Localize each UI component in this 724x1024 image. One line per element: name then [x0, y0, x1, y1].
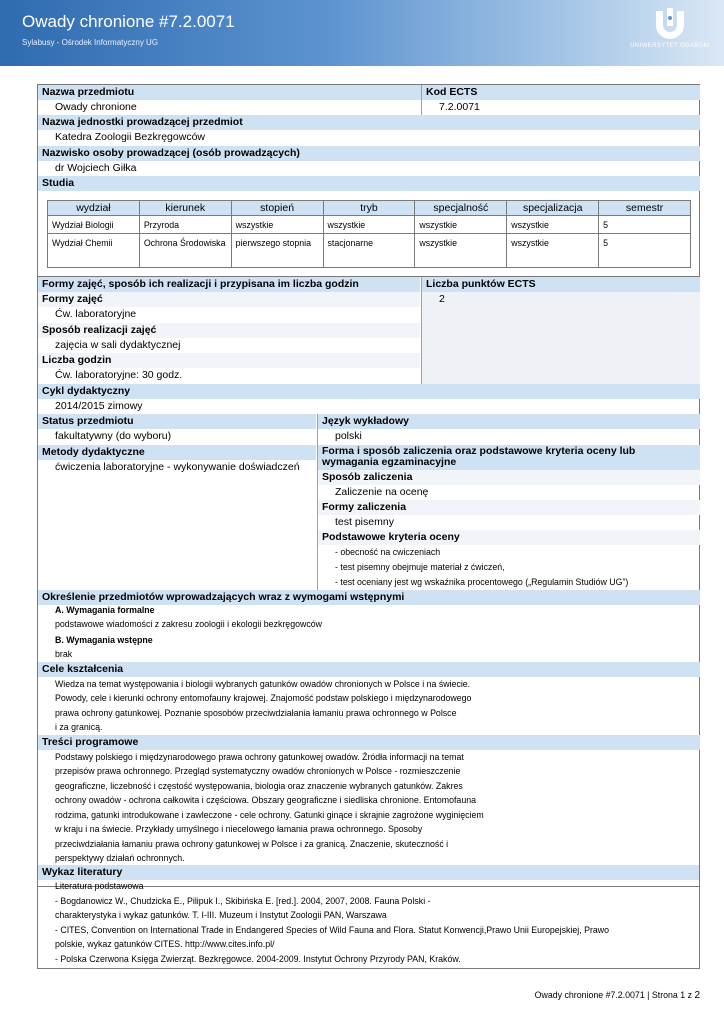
- realization-label: Sposób realizacji zajęć: [38, 323, 420, 338]
- cycle-value: 2014/2015 zimowy: [55, 400, 143, 412]
- table-cell: Ochrona Środowiska: [139, 234, 231, 268]
- table-cell: wszystkie: [415, 216, 507, 234]
- university-name: UNIWERSYTET GDAŃSKI: [630, 43, 710, 49]
- prerequisites-label: Określenie przedmiotów wprowadzających wraz z wymogami wstępnymi: [38, 590, 700, 605]
- formal-requirements-label: A. Wymagania formalne: [55, 605, 155, 615]
- objectives-line: prawa ochrony gatunkowej. Poznanie sposobów przeciwdziałania łamaniu prawa ochronnego w Polsce: [55, 708, 457, 718]
- objectives-line: Wiedza na temat występowania i biologii wybranych gatunków owadów chronionych w Polsce i na świecie.: [55, 679, 471, 689]
- table-cell: wszystkie: [415, 234, 507, 268]
- forms-value: Ćw. laboratoryjne: [55, 308, 137, 320]
- cycle-label: Cykl dydaktyczny: [38, 384, 700, 399]
- studies-col-header: kierunek: [139, 201, 231, 216]
- table-cell: Przyroda: [139, 216, 231, 234]
- content-line: przeciwdziałania łamaniu prawa ochrony gatunkowej w Polsce i za granicą. Znaczenie, skuteczność i: [55, 839, 449, 849]
- literature-line: - Polska Czerwona Księga Zwierząt. Bezkręgowce. 2004-2009. Instytut Ochrony Przyrody PAN, Kraków.: [55, 954, 461, 964]
- language-label: Język wykładowy: [318, 414, 700, 429]
- content-label: Treści programowe: [38, 735, 700, 750]
- unit-value: Katedra Zoologii Bezkręgowców: [55, 131, 205, 143]
- ects-code-value: 7.2.0071: [439, 101, 480, 113]
- table-row: [48, 234, 691, 268]
- studies-col-header: tryb: [323, 201, 415, 216]
- entry-requirements-value: brak: [55, 649, 73, 659]
- page-title: Owady chronione #7.2.0071: [22, 12, 235, 31]
- literature-line: Literatura podstawowa: [55, 881, 144, 891]
- literature-line: - Bogdanowicz W., Chudzicka E., Pilipuk I., Skibińska E. [red.]. 2004, 2007, 2008. Fauna Polski -: [55, 896, 431, 906]
- assessment-method-label: Sposób zaliczenia: [318, 470, 700, 485]
- objectives-line: i za granicą.: [55, 722, 103, 732]
- methods-label: Metody dydaktyczne: [38, 445, 316, 460]
- course-name-label: Nazwa przedmiotu: [38, 85, 421, 100]
- table-row: [48, 216, 691, 234]
- table-cell: wszystkie: [507, 216, 599, 234]
- content-line: geograficzne, liczebność i częstość występowania, biologia oraz znaczenie wybranych gatunków. Zakres: [55, 781, 463, 791]
- assessment-label-line: Forma i sposób zaliczenia oraz podstawowe kryteria oceny lub: [322, 445, 636, 457]
- entry-requirements-label: B. Wymagania wstępne: [55, 635, 153, 645]
- literature-label: Wykaz literatury: [38, 865, 699, 880]
- criteria-item: - test oceniany jest wg wskaźnika procentowego („Regulamin Studiów UG”): [335, 577, 629, 587]
- studies-col-header: semestr: [599, 201, 691, 216]
- literature-line: - CITES, Convention on International Trade in Endangered Species of Wild Fauna and Flora. Statut Konwencji,Prawo Unii Europejskiej, Prawo: [55, 925, 610, 935]
- studies-col-header: specjalność: [415, 201, 507, 216]
- ects-points-label: Liczba punktów ECTS: [422, 277, 700, 292]
- table-cell: wszystkie: [323, 216, 415, 234]
- methods-value: ćwiczenia laboratoryjne - wykonywanie doświadczeń: [55, 461, 300, 473]
- literature-line: polskie, wykaz gatunków CITES. http://www.cites.info.pl/: [55, 939, 275, 949]
- table-cell: 5: [599, 216, 691, 234]
- literature-box: [37, 864, 700, 969]
- ects-points-value: 2: [422, 292, 700, 384]
- page-footer: [535, 990, 700, 1001]
- table-cell: Wydział Chemii: [48, 234, 140, 268]
- hours-value: Ćw. laboratoryjne: 30 godz.: [55, 369, 183, 381]
- objectives-line: Powody, cele i kierunki ochrony entomofauny krajowej. Znajomość podstaw polskiego i międzynarodowego: [55, 693, 472, 703]
- footer-total-pages: 2: [694, 990, 700, 1001]
- university-logo: [628, 6, 712, 52]
- lecturer-label: Nazwisko osoby prowadzącej (osób prowadzących): [38, 146, 700, 161]
- criteria-item: - test pisemny obejmuje materiał z ćwiczeń,: [335, 562, 505, 572]
- course-name-value: Owady chronione: [55, 101, 137, 113]
- assessment-label-line: wymagania egzaminacyjne: [322, 456, 457, 468]
- realization-value: zajęcia w sali dydaktycznej: [55, 339, 181, 351]
- hours-label: Liczba godzin: [38, 353, 420, 368]
- content-line: perspektywy działań ochronnych.: [55, 853, 185, 863]
- content-line: przepisów prawa ochronnego. Przegląd systematyczny owadów chronionych w Polsce - rozmieszczenie: [55, 766, 461, 776]
- assessment-label: [318, 445, 700, 470]
- literature-line: charakterystyka i wykaz gatunków. T. I-III. Muzeum i Instytut Zoologii PAN, Warszawa: [55, 910, 387, 920]
- content-line: w kraju i na świecie. Przykłady umyślnego i niecelowego łamania prawa ochronnego. Sposoby: [55, 824, 423, 834]
- table-cell: stacjonarne: [323, 234, 415, 268]
- table-cell: Wydział Biologii: [48, 216, 140, 234]
- table-cell: wszystkie: [507, 234, 599, 268]
- objectives-label: Cele kształcenia: [38, 662, 700, 677]
- forms-header: Formy zajęć, sposób ich realizacji i przypisana im liczba godzin: [38, 277, 420, 292]
- university-logo-icon: [653, 6, 687, 40]
- table-cell: wszystkie: [231, 216, 323, 234]
- status-value: fakultatywny (do wyboru): [55, 430, 172, 442]
- page-subtitle: Sylabusy - Ośrodek Informatyczny UG: [22, 38, 159, 47]
- ects-code-label: Kod ECTS: [422, 85, 700, 100]
- formal-requirements-value: podstawowe wiadomości z zakresu zoologii i ekologii bezkręgowców: [55, 619, 322, 629]
- studies-table: [47, 200, 691, 268]
- studies-col-header: specjalizacja: [507, 201, 599, 216]
- criteria-label: Podstawowe kryteria oceny: [318, 530, 700, 545]
- assessment-forms-value: test pisemny: [335, 516, 394, 528]
- syllabus-frame: [37, 84, 700, 887]
- header-banner: [0, 0, 724, 66]
- footer-text: Owady chronione #7.2.0071 | Strona 1 z: [534, 990, 692, 1000]
- assessment-method-value: Zaliczenie na ocenę: [335, 486, 429, 498]
- table-cell: pierwszego stopnia: [231, 234, 323, 268]
- studies-col-header: wydział: [48, 201, 140, 216]
- criteria-item: - obecność na cwiczeniach: [335, 547, 441, 557]
- status-label: Status przedmiotu: [38, 414, 316, 429]
- unit-label: Nazwa jednostki prowadzącej przedmiot: [38, 115, 700, 130]
- assessment-forms-label: Formy zaliczenia: [318, 500, 700, 515]
- content-line: rodzima, gatunki introdukowane i zawleczone - cele ochrony. Gatunki ginące i skrajnie zagrożone wyginięciem: [55, 810, 484, 820]
- studies-label: Studia: [38, 176, 700, 191]
- lecturer-value: dr Wojciech Giłka: [55, 162, 137, 174]
- content-line: ochrony owadów - ochrona całkowita i częściowa. Obszary geograficzne i siedliska chronione. Entomofauna: [55, 795, 477, 805]
- content-line: Podstawy polskiego i międzynarodowego prawa ochrony gatunkowej owadów. Źródła informacji na temat: [55, 752, 464, 762]
- table-cell: 5: [599, 234, 691, 268]
- studies-col-header: stopień: [231, 201, 323, 216]
- forms-label: Formy zajęć: [38, 292, 420, 307]
- language-value: polski: [335, 430, 362, 442]
